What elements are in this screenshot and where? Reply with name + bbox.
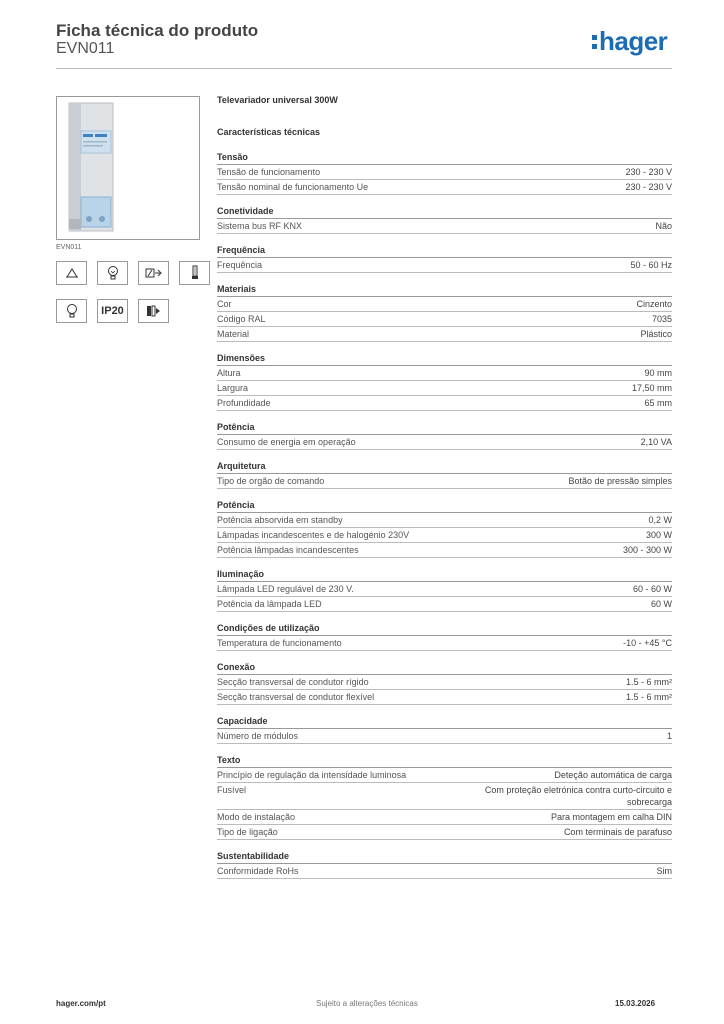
spec-row <box>217 513 672 528</box>
spec-label: Conformidade RoHs <box>217 866 299 876</box>
footer-date: 15.03.2026 <box>615 999 656 1008</box>
spec-row <box>217 366 672 381</box>
spec-label: Lâmpadas incandescentes e de halogénio 230V <box>217 530 410 540</box>
spec-row <box>217 180 672 195</box>
section-title: Potência <box>217 421 672 435</box>
dimmer-device-illustration <box>65 101 121 233</box>
spec-value: 17,50 mm <box>631 383 672 393</box>
spec-row <box>217 783 672 810</box>
spec-value: Não <box>655 221 672 231</box>
section-title: Conetividade <box>217 205 672 219</box>
spec-label: Consumo de energia em operação <box>217 437 356 447</box>
section-title: Capacidade <box>217 715 672 729</box>
spec-row <box>217 543 672 558</box>
section-title: Materiais <box>217 283 672 297</box>
spec-row <box>217 825 672 840</box>
spec-row <box>217 219 672 234</box>
spec-row <box>217 528 672 543</box>
spec-section <box>217 283 672 342</box>
spec-section <box>217 499 672 558</box>
spec-section <box>217 460 672 489</box>
spec-value: Com proteção eletrónica contra curto-circuito e sobrecarga <box>484 785 672 807</box>
spec-label: Potência lâmpadas incandescentes <box>217 545 359 555</box>
spec-value: 60 - 60 W <box>632 584 672 594</box>
ip20-label: IP20 <box>101 305 124 317</box>
section-title: Arquitetura <box>217 460 672 474</box>
logo-text: hager <box>599 26 668 56</box>
product-code: EVN011 <box>56 40 115 57</box>
logo-dots-icon <box>592 35 598 53</box>
footer-notice: Sujeito a alterações técnicas <box>316 999 418 1008</box>
spec-section <box>217 715 672 744</box>
spec-sections <box>217 151 672 879</box>
spec-label: Altura <box>217 368 241 378</box>
spec-row <box>217 327 672 342</box>
spec-label: Número de módulos <box>217 731 299 741</box>
spec-section <box>217 568 672 612</box>
spec-section <box>217 244 672 273</box>
spec-value: 90 mm <box>644 368 672 378</box>
transformer-icon <box>138 261 169 285</box>
spec-label: Profundidade <box>217 398 271 408</box>
spec-label: Lâmpada LED regulável de 230 V. <box>217 584 354 594</box>
spec-section <box>217 352 672 411</box>
spec-label: Tipo de orgão de comando <box>217 476 325 486</box>
spec-value: -10 - +45 °C <box>623 638 672 648</box>
spec-row <box>217 582 672 597</box>
header-divider <box>56 68 672 69</box>
spec-value: 7035 <box>651 314 672 324</box>
halogen-bulb-icon <box>97 261 128 285</box>
spec-row <box>217 768 672 783</box>
spec-section <box>217 622 672 651</box>
spec-section <box>217 850 672 879</box>
spec-value: Botão de pressão simples <box>568 476 672 486</box>
spec-label: Sistema bus RF KNX <box>217 221 303 231</box>
spec-value: 230 - 230 V <box>625 182 672 192</box>
modular-device-icon <box>138 299 169 323</box>
spec-value: Plástico <box>640 329 672 339</box>
spec-value: Para montagem em calha DIN <box>550 812 672 822</box>
spec-section <box>217 151 672 195</box>
spec-value: Sim <box>656 866 672 876</box>
section-title: Potência <box>217 499 672 513</box>
spec-value: Cinzento <box>636 299 672 309</box>
spec-label: Código RAL <box>217 314 266 324</box>
spec-label: Secção transversal de condutor flexível <box>217 692 375 702</box>
spec-value: 1 <box>666 731 672 741</box>
section-title: Condições de utilização <box>217 622 672 636</box>
spec-row <box>217 381 672 396</box>
spec-row <box>217 636 672 651</box>
ip20-badge <box>97 299 128 323</box>
bulb-icon <box>56 299 87 323</box>
spec-label: Fusível <box>217 785 247 795</box>
spec-value: 300 W <box>645 530 672 540</box>
hager-logo <box>592 26 667 57</box>
spec-row <box>217 165 672 180</box>
spec-value: 2,10 VA <box>640 437 672 447</box>
section-title: Dimensões <box>217 352 672 366</box>
spec-value: 1.5 - 6 mm² <box>625 677 672 687</box>
spec-label: Princípio de regulação da intensidade luminosa <box>217 770 407 780</box>
page-title: Ficha técnica do produto <box>56 21 259 40</box>
spec-row <box>217 396 672 411</box>
spec-label: Temperatura de funcionamento <box>217 638 342 648</box>
spec-row <box>217 258 672 273</box>
spec-value: 65 mm <box>644 398 672 408</box>
spec-section <box>217 421 672 450</box>
spec-label: Tensão de funcionamento <box>217 167 321 177</box>
product-image <box>56 96 200 240</box>
section-title: Tensão <box>217 151 672 165</box>
specifications-panel <box>217 91 672 879</box>
spec-value: 300 - 300 W <box>622 545 672 555</box>
specs-heading: Características técnicas <box>217 127 321 137</box>
spec-row <box>217 729 672 744</box>
section-title: Frequência <box>217 244 672 258</box>
spec-label: Potência absorvida em standby <box>217 515 343 525</box>
spec-row <box>217 675 672 690</box>
spec-value: Deteção automática de carga <box>554 770 672 780</box>
fluorescent-tube-icon <box>179 261 210 285</box>
spec-value: Com terminais de parafuso <box>563 827 672 837</box>
spec-row <box>217 474 672 489</box>
spec-label: Potência da lâmpada LED <box>217 599 322 609</box>
spec-row <box>217 810 672 825</box>
spec-value: 0,2 W <box>648 515 672 525</box>
spec-label: Frequência <box>217 260 263 270</box>
spec-label: Secção transversal de condutor rígido <box>217 677 369 687</box>
spec-row <box>217 435 672 450</box>
spec-label: Tipo de ligação <box>217 827 278 837</box>
product-name: Televariador universal 300W <box>217 95 338 105</box>
spec-row <box>217 864 672 879</box>
section-title: Sustentabilidade <box>217 850 672 864</box>
section-title: Iluminação <box>217 568 672 582</box>
spec-value: 60 W <box>650 599 672 609</box>
spec-section <box>217 754 672 840</box>
spec-row <box>217 312 672 327</box>
spec-row <box>217 690 672 705</box>
lamp-outline-icon <box>56 261 87 285</box>
section-title: Conexão <box>217 661 672 675</box>
spec-value: 1.5 - 6 mm² <box>625 692 672 702</box>
spec-label: Cor <box>217 299 232 309</box>
spec-label: Modo de instalação <box>217 812 296 822</box>
spec-label: Tensão nominal de funcionamento Ue <box>217 182 369 192</box>
spec-label: Material <box>217 329 250 339</box>
section-title: Texto <box>217 754 672 768</box>
spec-section <box>217 205 672 234</box>
spec-section <box>217 661 672 705</box>
footer-website: hager.com/pt <box>56 999 106 1008</box>
spec-row <box>217 297 672 312</box>
spec-row <box>217 597 672 612</box>
spec-value: 50 - 60 Hz <box>630 260 672 270</box>
spec-value: 230 - 230 V <box>625 167 672 177</box>
spec-label: Largura <box>217 383 249 393</box>
image-caption: EVN011 <box>56 244 82 251</box>
